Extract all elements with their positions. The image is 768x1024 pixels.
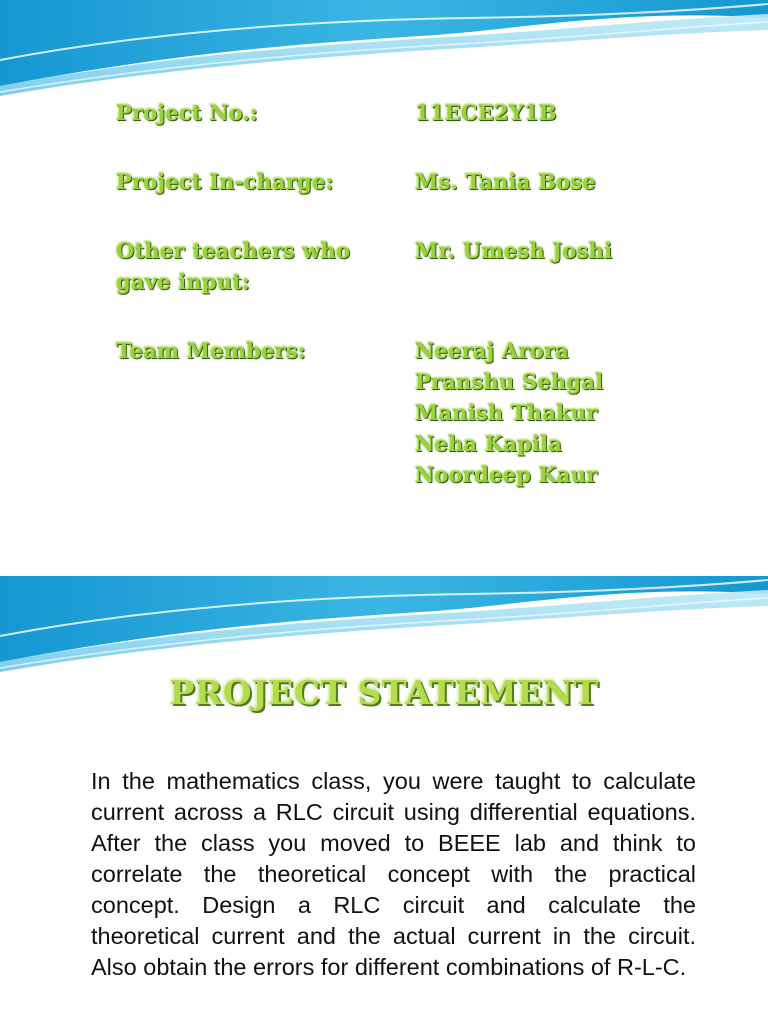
wave-banner-decoration: [0, 0, 768, 100]
slide-project-statement: [0, 576, 768, 1024]
team-member: Neha Kapila: [415, 431, 563, 456]
project-incharge-value: Ms. Tania Bose: [415, 169, 596, 194]
team-member: Neeraj Arora: [415, 338, 569, 363]
other-teachers-value: Mr. Umesh Joshi: [415, 238, 613, 263]
team-member: Noordeep Kaur: [415, 462, 598, 487]
wave-banner-decoration: [0, 576, 768, 676]
team-members-row: [116, 335, 736, 495]
project-statement-body: In the mathematics class, you were taught to calculate current across a RLC circuit using differential equations. After the class you moved to BEEE lab and think to correlate the theoretical concept with the practical concept. Design a RLC circuit and calculate the theoretical current and the actual current in the circuit. Also obtain the errors for different combinations of R-L-C.: [91, 768, 696, 980]
team-member: Pranshu Sehgal: [415, 369, 604, 394]
team-members-list: [415, 335, 735, 490]
other-teachers-row: [116, 235, 736, 299]
team-members-label: Team Members:: [116, 338, 306, 363]
project-incharge-label: Project In-charge:: [116, 169, 334, 194]
project-number-row: [116, 97, 736, 129]
team-member: Manish Thakur: [415, 400, 598, 425]
other-teachers-label: Other teachers who gave input:: [116, 238, 351, 294]
project-number-label: Project No.:: [116, 100, 258, 125]
project-incharge-row: [116, 166, 736, 198]
project-number-value: 11ECE2Y1B: [415, 100, 557, 125]
project-statement-title: PROJECT STATEMENT: [169, 673, 599, 712]
